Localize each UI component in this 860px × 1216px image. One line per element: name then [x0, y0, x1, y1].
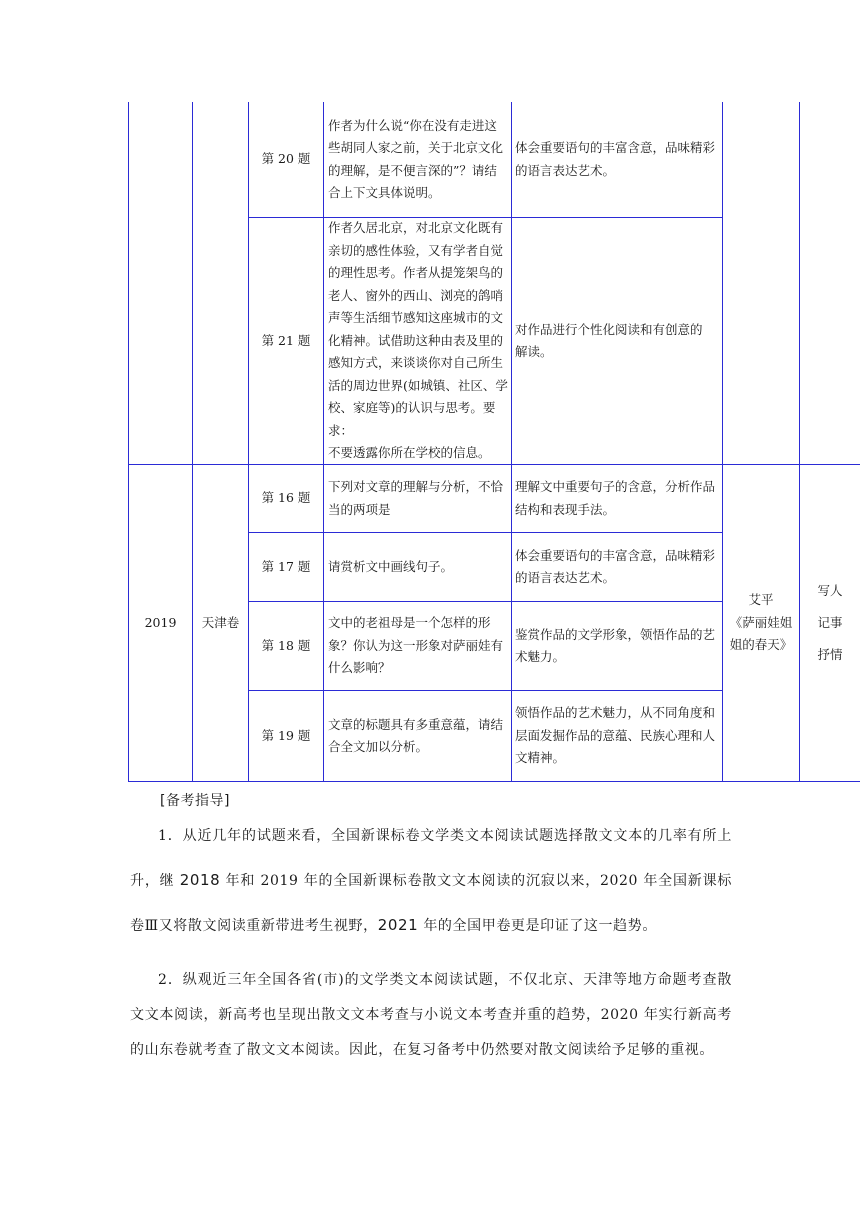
paragraph-text: 1．从近几年的试题来看，全国新课标卷文学类文本阅读试题选择散文文本的几率有所上升，继 [130, 828, 732, 889]
question-text-cell [324, 533, 514, 601]
question-number [249, 218, 323, 464]
objective-text: 鉴赏作品的文学形象，领悟作品的艺 术魅力。 [515, 626, 716, 664]
paper-text: 天津卷 [201, 614, 240, 630]
question-text: 作者久居北京，对北京文化既有 亲切的感性体验，又有学者自觉 的理性思考。作者从提笼架鸟的 老人、窗外的西山、浏亮的鸽哨 声等生活细节感知这座城市的文 化精神。试借助这种由表及里的 感知方式，来谈谈你对自己所生 活的周边世界(如城镇、社区、学 校、家庭等)的认识与思考。要求： 不要透露你所在学校的信息。 [328, 220, 508, 461]
question-text-cell [324, 218, 514, 464]
objective-text: 理解文中重要句子的含意，分析作品 结构和表现手法。 [515, 479, 716, 517]
paper-cell [193, 465, 248, 781]
objective-cell [512, 533, 723, 601]
question-number-text: 第 17 题 [261, 558, 311, 574]
objective-cell [512, 691, 723, 781]
question-number [249, 533, 323, 601]
paragraph-text: 年和 2019 年的全国新课标卷散文文本阅读的沉寂以来，2020 年全国新课标卷Ⅲ又将散文阅读重新带进考生视野， [130, 873, 732, 934]
objective-text: 对作品进行个性化阅读和有创意的 解读。 [515, 321, 703, 359]
question-text-cell [324, 465, 514, 532]
author-work-cell [723, 465, 799, 781]
genre-text: 写人 记事 抒情 [817, 583, 843, 662]
objective-text: 体会重要语句的丰富含意，品味精彩 的语言表达艺术。 [515, 140, 716, 178]
question-text: 文中的老祖母是一个怎样的形 象？你认为这一形象对萨丽娃有 什么影响？ [328, 615, 504, 676]
question-number-text: 第 16 题 [261, 490, 311, 506]
objective-text: 体会重要语句的丰富含意，品味精彩 的语言表达艺术。 [515, 547, 716, 585]
paragraph-text: 2．纵观近三年全国各省(市)的文学类文本阅读试题，不仅北京、天津等地方命题考查散文文本阅读，新高考也呈现出散文文本考查与小说文本考查并重的趋势，2020 年实行新高考的山东卷就考查了散文文本阅读。因此，在复习备考中仍然要对散文阅读给予足够的重视。 [130, 972, 732, 1058]
question-text: 作者为什么说“你在没有走进这 些胡同人家之前，关于北京文化 的理解，是不便言深的”？请结 合上下文具体说明。 [328, 117, 504, 200]
question-text: 文章的标题具有多重意蕴，请结 合全文加以分析。 [328, 716, 504, 754]
question-number-text: 第 19 题 [261, 727, 311, 743]
year-number: 2018 [179, 871, 221, 889]
question-text: 下列对文章的理解与分析，不恰 当的两项是 [328, 479, 504, 517]
year-cell [129, 465, 192, 781]
year-text: 2019 [144, 614, 177, 630]
question-number-text: 第 20 题 [261, 151, 311, 167]
objective-cell [512, 465, 723, 532]
question-text: 请赏析文中画线句子。 [328, 558, 454, 574]
question-number-text: 第 18 题 [261, 637, 311, 653]
objective-cell [512, 218, 723, 464]
question-number [249, 691, 323, 781]
question-text-cell [324, 602, 514, 690]
question-text-cell [324, 691, 514, 781]
genre-cell [800, 465, 860, 781]
question-number [249, 102, 323, 217]
author-work-text: 艾平 《萨丽娃姐 姐的春天》 [729, 592, 793, 653]
table-border [128, 781, 860, 782]
objective-cell [512, 602, 723, 690]
objective-cell [512, 102, 723, 217]
objective-text: 领悟作品的艺术魅力，从不同角度和 层面发掘作品的意蕴、民族心理和人 文精神。 [515, 705, 716, 766]
paragraph-text: 年的全国甲卷更是印证了这一趋势。 [418, 918, 657, 934]
guidance-paragraph-1 [130, 814, 732, 948]
year-number: 2021 [377, 916, 419, 934]
question-text-cell [324, 102, 514, 217]
question-number [249, 465, 323, 532]
question-number-text: 第 21 题 [261, 332, 311, 348]
question-number [249, 602, 323, 690]
guidance-paragraph-2 [130, 963, 732, 1068]
guidance-heading: [备考指导] [160, 793, 230, 809]
